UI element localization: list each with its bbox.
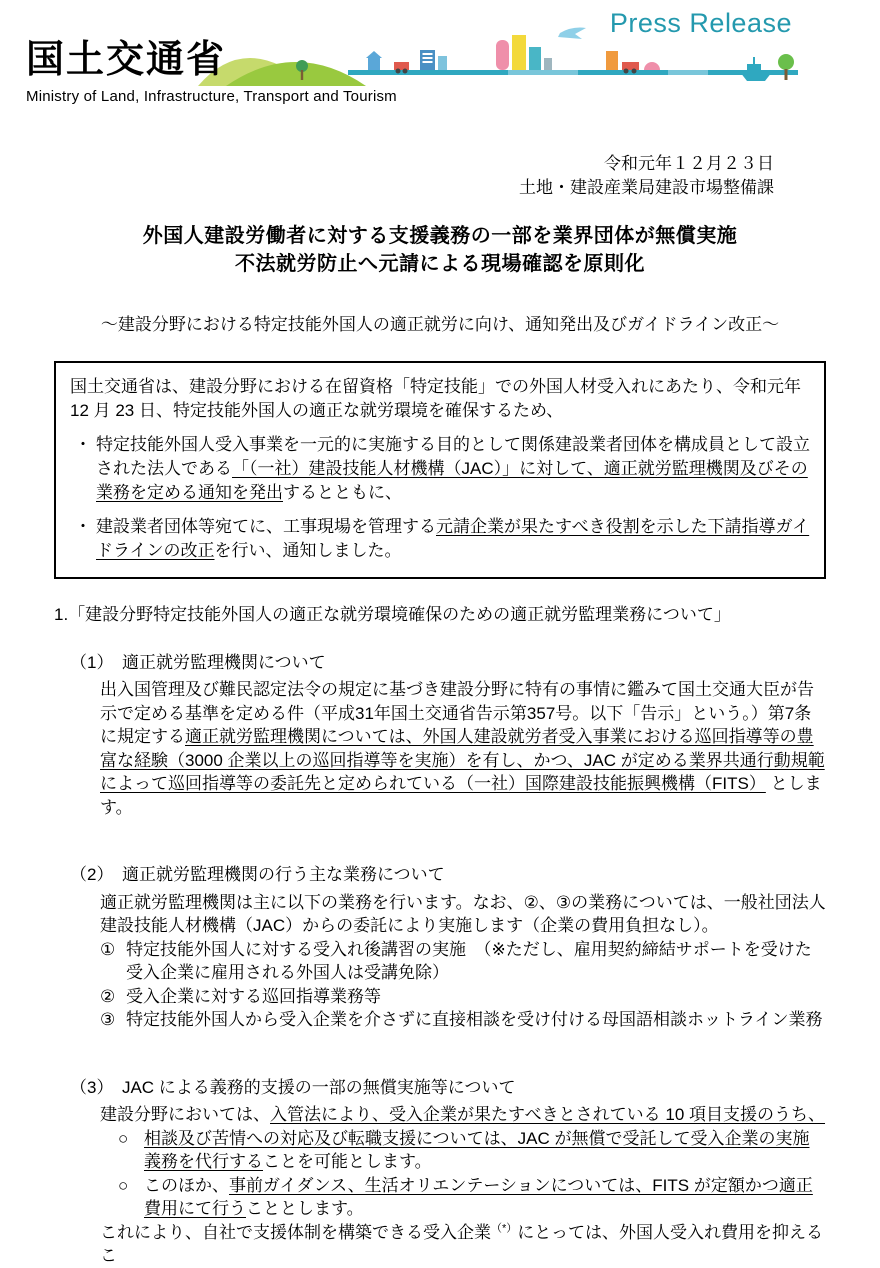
document-subtitle: ～建設分野における特定技能外国人の適正就労に向け、通知発出及びガイドライン改正～	[100, 315, 780, 334]
item-text: 特定技能外国人から受入企業を介さずに直接相談を受け付ける母国語相談ホットライン業務	[126, 1010, 823, 1029]
header	[0, 0, 880, 118]
subsection-2	[54, 863, 826, 1032]
numbered-item-1	[100, 938, 826, 985]
title-line-2: 不法就労防止へ元請による現場確認を原則化	[235, 253, 645, 275]
numbered-item-2	[100, 985, 826, 1009]
item-number: ③	[100, 1010, 116, 1029]
summary-bullet-1	[70, 433, 810, 505]
item-text: 特定技能外国人に対する受入れ後講習の実施 （※ただし、雇用契約締結サポートを受けた受入企業に雇用される外国人は受講免除）	[126, 939, 812, 982]
department-name: 土地・建設産業局建設市場整備課	[519, 178, 774, 197]
subsection-3-intro: 建設分野においては、入管法により、受入企業が果たすべきとされている 10 項目支援のうち、	[100, 1105, 826, 1124]
subsection-1	[54, 651, 826, 820]
summary-bullet-2	[70, 515, 810, 563]
ministry-english-name: Ministry of Land, Infrastructure, Transport and Tourism	[26, 88, 397, 105]
circle-marker: ○	[118, 1175, 129, 1195]
bullet-text: 建設業者団体等宛てに、工事現場を管理する元請企業が果たすべき役割を示した下請指導ガイドラインの改正を行い、通知しました。	[96, 517, 810, 560]
subsection-2-heading: （2） 適正就労監理機関の行う主な業務について	[70, 865, 445, 884]
closing-paragraph: これにより、自社で支援体制を構築できる受入企業（*）にとっては、外国人受入れ費用を抑えるこ	[100, 1221, 823, 1265]
press-release-label: Press Release	[609, 8, 792, 38]
section-1-heading: 1.「建設分野特定技能外国人の適正な就労環境確保のための適正就労監理業務について」	[54, 605, 731, 624]
title-line-1: 外国人建設労働者に対する支援義務の一部を業界団体が無償実施	[142, 225, 738, 247]
item-text: 受入企業に対する巡回指導業務等	[126, 986, 381, 1006]
release-meta	[0, 152, 880, 200]
circle-item-1	[118, 1127, 826, 1174]
item-text: 相談及び苦情への対応及び転職支援については、JAC が無償で受託して受入企業の実施義務を代行することを可能とします。	[144, 1128, 810, 1171]
item-number: ②	[100, 986, 116, 1006]
bullet-marker: ・	[74, 517, 92, 536]
subsection-3	[54, 1076, 826, 1268]
item-text: このほか、事前ガイダンス、生活オリエンテーションについては、FITS が定額かつ適正費用にて行うこととします。	[144, 1175, 813, 1218]
bullet-text: 特定技能外国人受入事業を一元的に実施する目的として関係建設業者団体を構成員として設立された法人である「（一社）建設技能人材機構（JAC）」に対して、適正就労監理機関及びその業務を定める通知を発出するとともに、	[96, 435, 810, 502]
subsection-1-body: 出入国管理及び難民認定法令の規定に基づき建設分野に特有の事情に鑑みて国土交通大臣が告示で定める基準を定める件（平成31年国土交通省告示第357号。以下「告示」という。）第7条に規定する適正就労監理機関については、外国人建設就労者受入事業における巡回指導等の豊富な経験（3000 企業以上の巡回指導等を実施）を有し、かつ、JAC が定める業界共通行動規範によって巡回指導等の委託先と定められている（一社）国際建設技能振興機構（FITS） とします。	[100, 680, 825, 817]
circle-item-2	[118, 1174, 826, 1221]
mlit-logo: 国土交通省	[26, 39, 227, 81]
subsection-1-heading: （1） 適正就労監理機関について	[70, 652, 326, 672]
subsection-2-body: 適正就労監理機関は主に以下の業務を行います。なお、②、③の業務については、一般社団法人建設技能人材機構（JAC）からの委託により実施します（企業の費用負担なし）。	[100, 892, 826, 935]
bullet-marker: ・	[74, 435, 92, 454]
document-title	[0, 222, 880, 278]
circle-marker: ○	[118, 1128, 129, 1148]
summary-box	[54, 361, 826, 579]
summary-lead: 国土交通省は、建設分野における在留資格「特定技能」での外国人材受入れにあたり、令和元年 12 月 23 日、特定技能外国人の適正な就労環境を確保するため、	[70, 377, 801, 420]
skyline-illustration	[198, 24, 798, 86]
subsection-3-heading: （3） JAC による義務的支援の一部の無償実施等について	[70, 1077, 516, 1097]
numbered-item-3	[100, 1008, 826, 1032]
release-date: 令和元年１２月２３日	[604, 154, 774, 173]
item-number: ①	[100, 939, 116, 959]
